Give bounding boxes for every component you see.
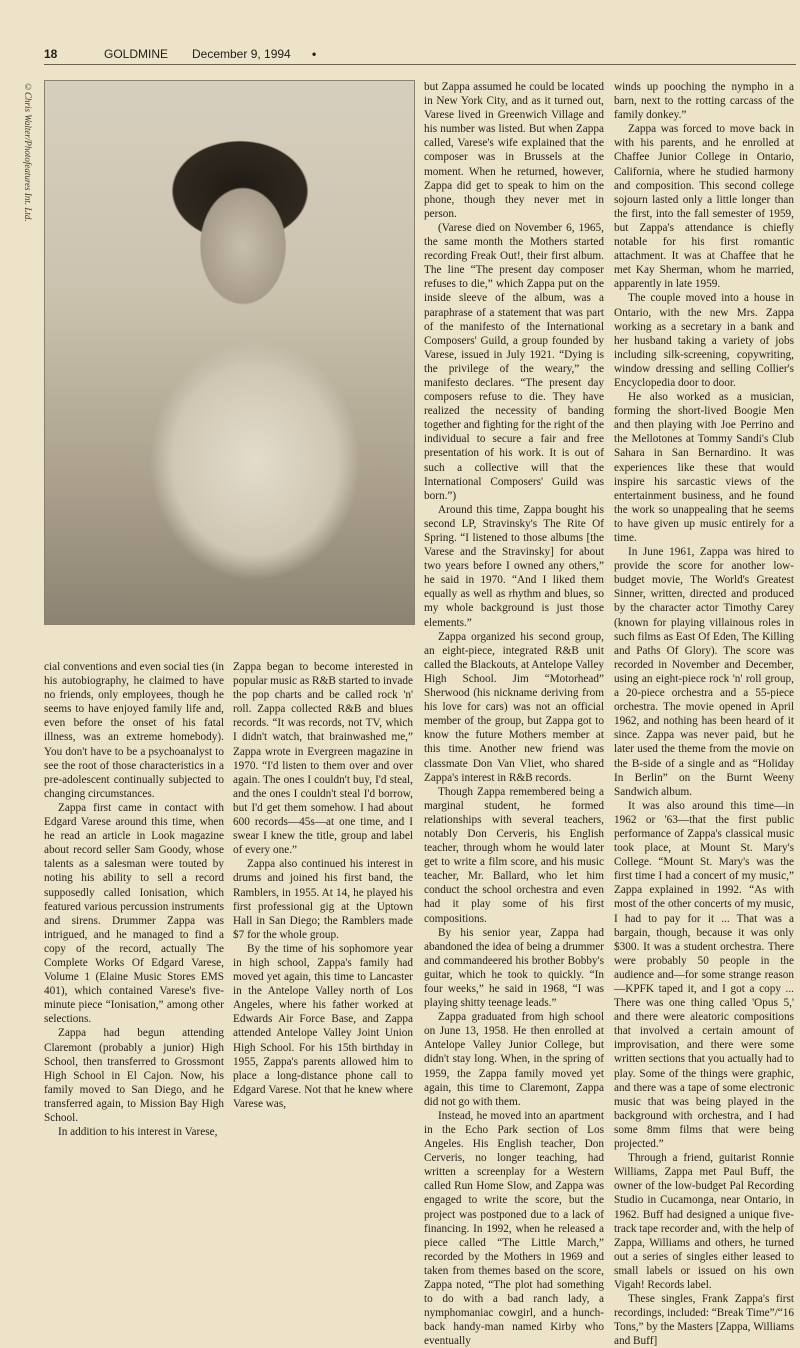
paragraph: (Varese died on November 6, 1965, the same month the Mothers started recording Freak Out!, their first album. The line “The present day composer refuses to die,” which Zappa put on the inside sleeve of the album, was a paraphrase of a statement that was part of the manifesto of the International Composers' Guild, a group founded by Varese, issued in July 1921. “Dying is the privilege of the weary,” the manifesto declares. “The present day composers refuse to die. They have realized the necessity of banding together and fighting for the right of the individual to secure a fair and free presentation of his work. It is out of such a collective will that the International Composers' Guild was born.”) xyxy=(424,221,604,502)
paragraph: winds up pooching the nympho in a barn, next to the rotting carcass of the family donkey.” xyxy=(614,81,794,122)
paragraph: Zappa organized his second group, an eight-piece, integrated R&B unit called the Blackouts, at Antelope Valley High School. Jim “Motorhead” Sherwood (his nickname deriving from his love for cars) was not an official member of the group, but Zappa got to know the future Mothers member at this time. Another new friend was classmate Don Van Vliet, who shared Zappa's interest in R&B records. xyxy=(424,630,604,784)
paragraph: Around this time, Zappa bought his second LP, Stravinsky's The Rite Of Spring. “I listened to those albums [the Varese and the Stravinsky] for about two years before I owned any others,” he said in 1970. “And I liked them equally as well as rhythm and blues, so my whole background is just those elements.” xyxy=(424,503,604,629)
portrait-photo xyxy=(44,80,415,625)
article-column-4 xyxy=(614,80,794,1348)
header-bullet: • xyxy=(312,47,317,61)
article-column-3 xyxy=(424,80,604,1348)
paragraph: cial conventions and even social ties (in his autobiography, he claimed to have no friends, only employees, though he seems to have enjoyed family life and, even before the onset of his fatal illness, was an extreme homebody). You don't have to be a psychoanalyst to see the root of those characteristics in a pre-adolescent continually subjected to changing circumstances. xyxy=(44,661,224,800)
article-column-1 xyxy=(44,660,224,1139)
article-column-2 xyxy=(233,660,413,1110)
paragraph: Zappa was forced to move back in with his parents, and he enrolled at Chaffee Junior College in Ontario, California, where he studied harmony and composition. This second college sojourn lasted only a little longer than the first, into the fall semester of 1959, but Zappa's attendance is chiefly notable for his first romantic attachment. It was at Chaffee that he met Kay Sherman, whom he married, apparently in late 1959. xyxy=(614,123,794,291)
paragraph: Though Zappa remembered being a marginal student, he formed relationships with several teachers, notably Don Cerveris, his English teacher, through whom he would later get to write a film score, and his music teacher, Mr. Ballard, who let him conduct the school orchestra and even had it play some of his first compositions. xyxy=(424,785,604,925)
page-header xyxy=(44,44,784,64)
paragraph: Zappa first came in contact with Edgard Varese around this time, when he read an article in Look magazine about record seller Sam Goody, whose talents as a salesman were touted by noting his ability to sell a record supposedly called Ionisation, which featured various percussion instruments and sirens. Drummer Zappa was intrigued, and he managed to find a copy of the record, actually The Complete Works Of Edgard Varese, Volume 1 (Elaine Music Stores EMS 401), which contained Varese's five-minute piece “Ionisation,” among other selections. xyxy=(44,801,224,1026)
paragraph: Through a friend, guitarist Ronnie Williams, Zappa met Paul Buff, the owner of the low-budget Pal Recording Studio in Cucamonga, near Ontario, in 1962. Buff had designed a unique five-track tape recorder and, with the help of Zappa, Williams and others, he turned out a series of singles either leased to small labels or issued on his own Vigah! Records label. xyxy=(614,1152,794,1291)
paragraph: It was also around this time—in 1962 or '63—that the first public performance of Zappa's classical music took place, at Mount St. Mary's College. “Mount St. Mary's was the first time I had a concert of my music,” Zappa explained in 1992. “As with most of the other concerts of my music, I had to pay for it ... That was a bargain, though, because it was only $300. It was a student orchestra. There were probably 50 people in the audience and—for some strange reason—KPFK taped it, and I got a copy ... There was one thing called 'Opus 5,' and there were aleatoric compositions that involved a certain amount of improvisation, and there were some written sections that you actually had to play. Some of the things were graphic, and there was a tape of some electronic music that was being played in the background with orchestra, and I had some 8mm films that were being projected.” xyxy=(614,799,794,1151)
paragraph: Zappa had begun attending Claremont (probably a junior) High School, then transferred to Grossmont High School in El Cajon. Now, his family moved to San Diego, and he transferred again, to Mission Bay High School. xyxy=(44,1027,224,1124)
paragraph: These singles, Frank Zappa's first recordings, included: “Break Time”/“16 Tons,” by the Masters [Zappa, Williams and Buff] xyxy=(614,1293,794,1348)
paragraph: He also worked as a musician, forming the short-lived Boogie Men and then playing with Joe Perrino and the Mellotones at Tommy Sandi's Club Sahara in San Bernardino. It was experiences like these that would inspire his sarcastic views of the entertainment business, and he found the work so unappealing that he seems to have given up music entirely for a time. xyxy=(614,391,794,544)
paragraph: Zappa began to become interested in popular music as R&B started to invade the pop charts and be called rock 'n' roll. Zappa collected R&B and blues records. “It was records, not TV, which I didn't watch, that brainwashed me,” Zappa wrote in Evergreen magazine in 1970. “I'd listen to them over and over again. The ones I couldn't buy, I'd steal, and the ones I couldn't steal I'd borrow, but I'd get them somehow. I had about 600 records—45s—at one time, and I swear I knew the title, group and label of every one.” xyxy=(233,661,413,857)
paragraph: Instead, he moved into an apartment in the Echo Park section of Los Angeles. His English teacher, Don Cerveris, no longer teaching, had written a screenplay for a Western called Run Home Slow, and Zappa was engaged to write the score, but the project was postponed due to a lack of financing. In 1992, when he released a piece called “The Little March,” recorded by the Mothers in 1969 and taken from themes based on the score, Zappa noted, “The plot had something to do with a bad ranch lady, a nymphomaniac cowgirl, and a hunch-back handy-man named Kirby who eventually xyxy=(424,1109,604,1348)
paragraph: The couple moved into a house in Ontario, with the new Mrs. Zappa working as a secretary in a bank and her husband taking a variety of jobs including silk-screening, copywriting, window dressing and selling Collier's Encyclopedia door to door. xyxy=(614,292,794,389)
paragraph: but Zappa assumed he could be located in New York City, and as it turned out, Varese lived in Greenwich Village and his number was listed. But when Zappa called, Varese's wife explained that the composer was in Brussels at the moment. When he returned, however, Zappa did get to speak to him on the phone, though they never met in person. xyxy=(424,81,604,220)
paragraph: Zappa also continued his interest in drums and joined his first band, the Ramblers, in 1955. At 14, he played his first professional gig at the Uptown Hall in San Diego; the Ramblers made $7 for the whole group. xyxy=(233,858,413,941)
paragraph: Zappa graduated from high school on June 13, 1958. He then enrolled at Antelope Valley Junior College, but didn't stay long. When, in the spring of 1959, the Zappa family moved yet again, this time to Claremont, Zappa did not go with them. xyxy=(424,1011,604,1108)
issue-date: December 9, 1994 xyxy=(192,47,291,61)
paragraph: By the time of his sophomore year in high school, Zappa's family had moved yet again, this time to Lancaster in the Antelope Valley north of Los Angeles, where his father worked at Edwards Air Force Base, and Zappa attended Antelope Valley Joint Union High School. For his 15th birthday in 1955, Zappa's parents allowed him to place a long-distance phone call to Edgard Varese. Not that he knew where Varese was, xyxy=(233,942,413,1110)
page-number: 18 xyxy=(44,47,58,61)
paragraph: By his senior year, Zappa had abandoned the idea of being a drummer and commandeered his brother Bobby's guitar, which he took to quickly. “In four weeks,” he said in 1968, “I was playing shitty teenage leads.” xyxy=(424,926,604,1010)
photo-credit: ©Chris Walter/Photofeatures Int. Ltd. xyxy=(23,82,33,222)
paragraph: In June 1961, Zappa was hired to provide the score for another low-budget movie, The World's Greatest Sinner, written, directed and produced by the character actor Timothy Carey (known for playing villainous roles in such films as East Of Eden, The Killing and Paths Of Glory). The score was recorded in November and December, using an eight-piece rock 'n' roll group, a 20-piece orchestra and a 55-piece orchestra. The movie opened in April 1962, and nothing has been heard of it since. Zappa was never paid, but he later used the theme from the movie on the B-side of a single and as “Holiday In Berlin” on the Burnt Weeny Sandwich album. xyxy=(614,546,794,798)
header-rule xyxy=(44,64,796,65)
paragraph: In addition to his interest in Varese, xyxy=(58,1126,218,1139)
magazine-name: GOLDMINE xyxy=(104,47,169,61)
